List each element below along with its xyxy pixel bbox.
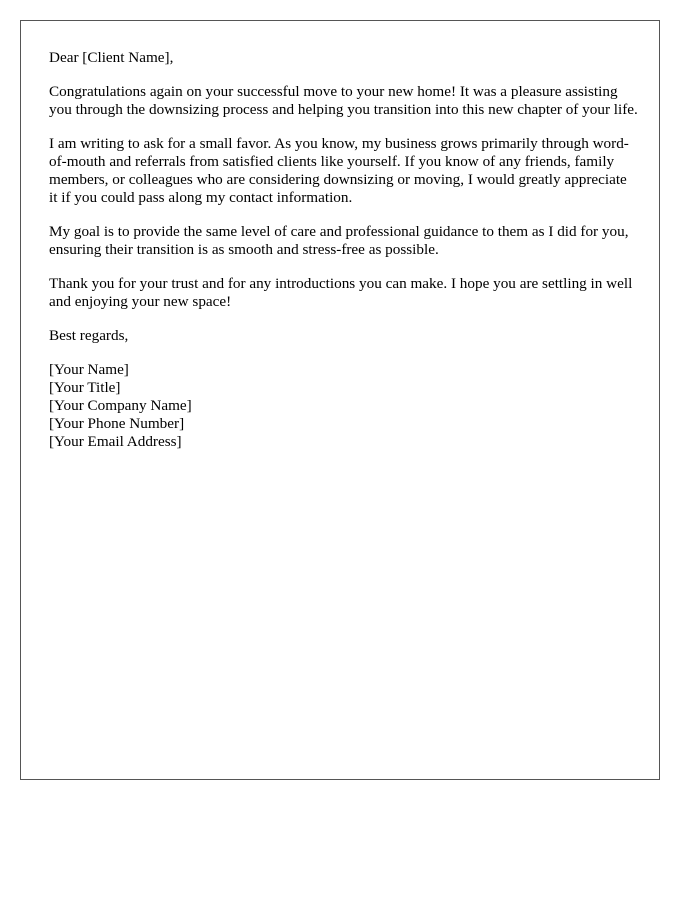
paragraph-congratulations: Congratulations again on your successful move to your new home! It was a pleasure assisting you through the downsizing process and helping you transition into this new chapter of your life.: [49, 83, 638, 118]
signature-block: [49, 361, 639, 451]
signature-title: [Your Title]: [49, 379, 121, 396]
signature-company: [Your Company Name]: [49, 397, 192, 414]
closing: Best regards,: [49, 327, 129, 344]
letter-page: [20, 20, 660, 780]
signature-phone: [Your Phone Number]: [49, 415, 185, 432]
letter-body: [49, 49, 639, 451]
salutation: Dear [Client Name],: [49, 49, 174, 66]
signature-email: [Your Email Address]: [49, 433, 182, 450]
paragraph-goal: My goal is to provide the same level of care and professional guidance to them as I did for you, ensuring their transition is as smooth and stress-free as possible.: [49, 223, 629, 258]
paragraph-favor-request: I am writing to ask for a small favor. As you know, my business grows primarily through word-of-mouth and referrals from satisfied clients like yourself. If you know of any friends, family members, or colleagues who are considering downsizing or moving, I would greatly appreciate it if you could pass along my contact information.: [49, 135, 629, 206]
paragraph-thank-you: Thank you for your trust and for any introductions you can make. I hope you are settling in well and enjoying your new space!: [49, 275, 633, 310]
signature-name: [Your Name]: [49, 361, 129, 378]
